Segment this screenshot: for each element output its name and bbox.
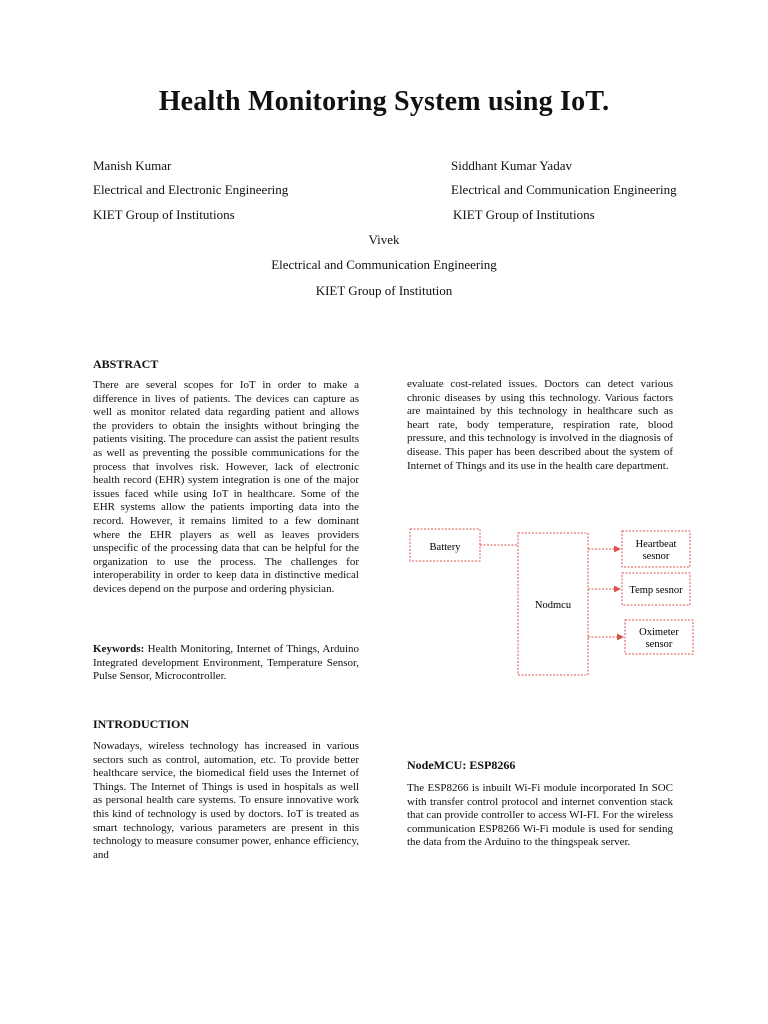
nodemcu-heading: NodeMCU: ESP8266 bbox=[407, 758, 516, 772]
introduction-text: Nowadays, wireless technology has increased in various sectors such as control, automation, etc. To provide better healthcare service, the biomedical field uses the Internet of Things. The Internet of Things is used in hospitals as well as personal health care systems. To ensure innovative work this kind of technology is used by doctors. IoT is treated as smart technology, various parameters are present in this technology to measure consumer power, enhance efficiency, and bbox=[93, 740, 359, 861]
paper-title: Health Monitoring System using IoT. bbox=[158, 86, 610, 117]
author-2-name: Siddhant Kumar Yadav bbox=[451, 158, 572, 173]
keywords-text: Health Monitoring, Internet of Things, Arduino Integrated development Environment, Temperature Sensor, Pulse Sensor, Microcontroller. bbox=[93, 643, 359, 683]
nodemcu-label: Nodmcu bbox=[534, 600, 572, 611]
block-diagram bbox=[400, 520, 700, 685]
author-3-dept: Electrical and Communication Engineering bbox=[271, 257, 497, 272]
abstract-heading: ABSTRACT bbox=[93, 357, 159, 371]
nodemcu-text: The ESP8266 is inbuilt Wi-Fi module incorporated In SOC with transfer control protocol and internet convention stack that can provide controller to access WI-FI. For the wireless communication ESP8266 Wi-Fi module is used for sending the data from the Arduino to the thingspeak server. bbox=[407, 782, 673, 849]
author-1-name: Manish Kumar bbox=[93, 158, 172, 173]
heartbeat-label-line1: Heartbeat bbox=[635, 539, 677, 550]
oximeter-label-line1: Oximeter bbox=[639, 627, 679, 638]
author-2-dept: Electrical and Communication Engineering bbox=[451, 182, 677, 197]
abstract-text-left: There are several scopes for IoT in order to make a difference in lives of patients. The devices can capture as well as monitor related data regarding patient and allows the providers to obtain the insights without bringing the patients visiting. The procedure can assist the patient results as well as preventing the possible communications for the process that involves risk. However, lack of electronic health record (EHR) system integration is one of the major issues faced while using IoT in healthcare. Some of the EHR systems allow the patients importing data into the record. However, it remains limited to a few dominant where the EHR players as well as leaves providers unspecific of the processing data that can be helpful for the organization to use the process. The challenges for interoperability in order to keep data in distinctive medical devices depend on the purpose and ordering physician. bbox=[93, 379, 359, 595]
battery-label: Battery bbox=[429, 542, 461, 553]
author-1-inst: KIET Group of Institutions bbox=[93, 207, 235, 222]
author-3-inst: KIET Group of Institution bbox=[315, 283, 453, 298]
keywords-paragraph bbox=[93, 643, 359, 684]
heartbeat-label-line2: sesnor bbox=[642, 551, 670, 562]
abstract-text-right: evaluate cost-related issues. Doctors can detect various chronic diseases by using this technology. Various factors are maintained by this technology in healthcare such as heart rate, body temperature, respiration rate, blood pressure, and this technology is involved in the diagnosis of disease. This paper has been described about the system of Internet of Things and its use in the health care department. bbox=[407, 378, 673, 472]
introduction-heading: INTRODUCTION bbox=[93, 717, 190, 731]
author-3-name: Vivek bbox=[368, 232, 400, 247]
author-1-dept: Electrical and Electronic Engineering bbox=[93, 182, 289, 197]
keywords-label: Keywords: bbox=[93, 643, 145, 655]
oximeter-label-line2: sensor bbox=[645, 639, 673, 650]
temp-label: Temp sesnor bbox=[629, 585, 683, 596]
author-2-inst: KIET Group of Institutions bbox=[453, 207, 595, 222]
